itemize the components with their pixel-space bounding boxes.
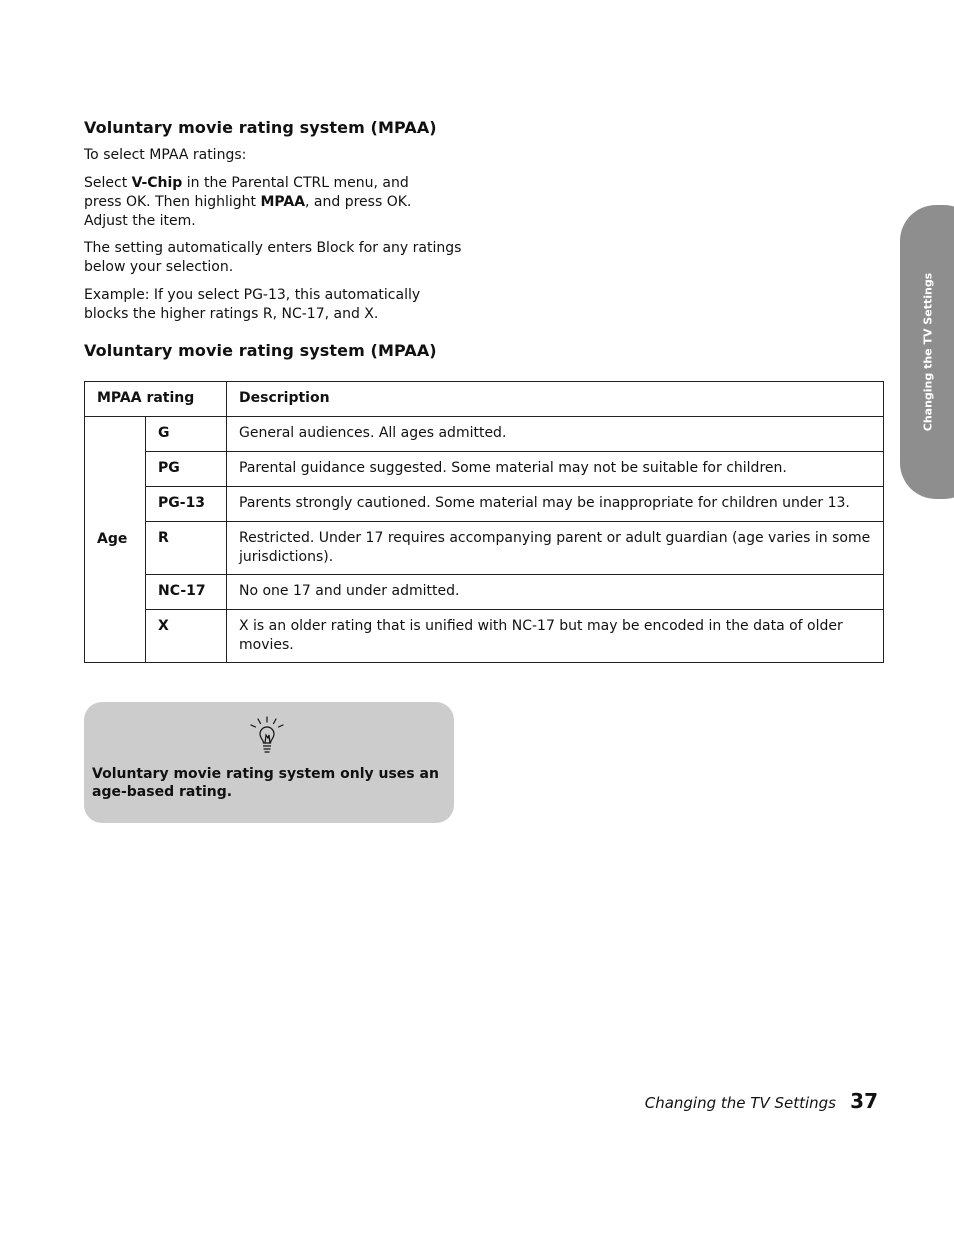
table-row	[85, 575, 884, 610]
rating-description: Parents strongly cautioned. Some material may be inappropriate for children under 13.	[227, 487, 884, 522]
section-heading: Voluntary movie rating system (MPAA)	[84, 118, 437, 137]
auto-block-note: The setting automatically enters Block for any ratings below your selection.	[84, 240, 462, 275]
intro-text: To select MPAA ratings:	[84, 147, 247, 163]
rating-code: PG	[146, 452, 227, 487]
rating-code: R	[146, 522, 227, 575]
tip-text: Voluntary movie rating system only uses an age-based rating.	[92, 766, 439, 800]
rating-description: X is an older rating that is unified with NC-17 but may be encoded in the data of older movies.	[227, 610, 884, 663]
table-row	[85, 610, 884, 663]
age-group-label: Age	[85, 417, 146, 663]
tip-box	[84, 702, 454, 823]
mpaa-rating-table	[84, 381, 884, 663]
rating-code: X	[146, 610, 227, 663]
term-v-chip: V-Chip	[131, 175, 183, 191]
footer-chapter-title: Changing the TV Settings	[644, 1094, 836, 1112]
example-paragraph: Example: If you select PG-13, this automatically blocks the higher ratings R, NC-17, and X.	[84, 287, 421, 322]
side-tab-label: Changing the TV Settings	[921, 272, 935, 432]
rating-description: Restricted. Under 17 requires accompanying parent or adult guardian (age varies in some jurisdictions).	[227, 522, 884, 575]
table-row	[85, 487, 884, 522]
rating-description: General audiences. All ages admitted.	[227, 417, 884, 452]
table-row	[85, 452, 884, 487]
table-header-row	[85, 382, 884, 417]
instruction-pre: Select	[84, 175, 132, 191]
page-number: 37	[850, 1089, 878, 1113]
term-mpaa: MPAA	[260, 194, 306, 210]
header-mpaa-rating: MPAA rating	[85, 382, 227, 417]
rating-code: G	[146, 417, 227, 452]
table-heading: Voluntary movie rating system (MPAA)	[84, 341, 437, 360]
table-row	[85, 417, 884, 452]
rating-description: Parental guidance suggested. Some material may not be suitable for children.	[227, 452, 884, 487]
header-description: Description	[227, 382, 884, 417]
rating-code: NC-17	[146, 575, 227, 610]
rating-description: No one 17 and under admitted.	[227, 575, 884, 610]
instruction-mid: in the Parental CTRL menu, and press OK. Then highlight	[84, 175, 409, 210]
table-row	[85, 522, 884, 575]
instruction-paragraph	[84, 174, 449, 231]
rating-code: PG-13	[146, 487, 227, 522]
lightbulb-icon	[248, 716, 286, 756]
instruction-post: , and press OK. Adjust the item.	[84, 194, 412, 229]
